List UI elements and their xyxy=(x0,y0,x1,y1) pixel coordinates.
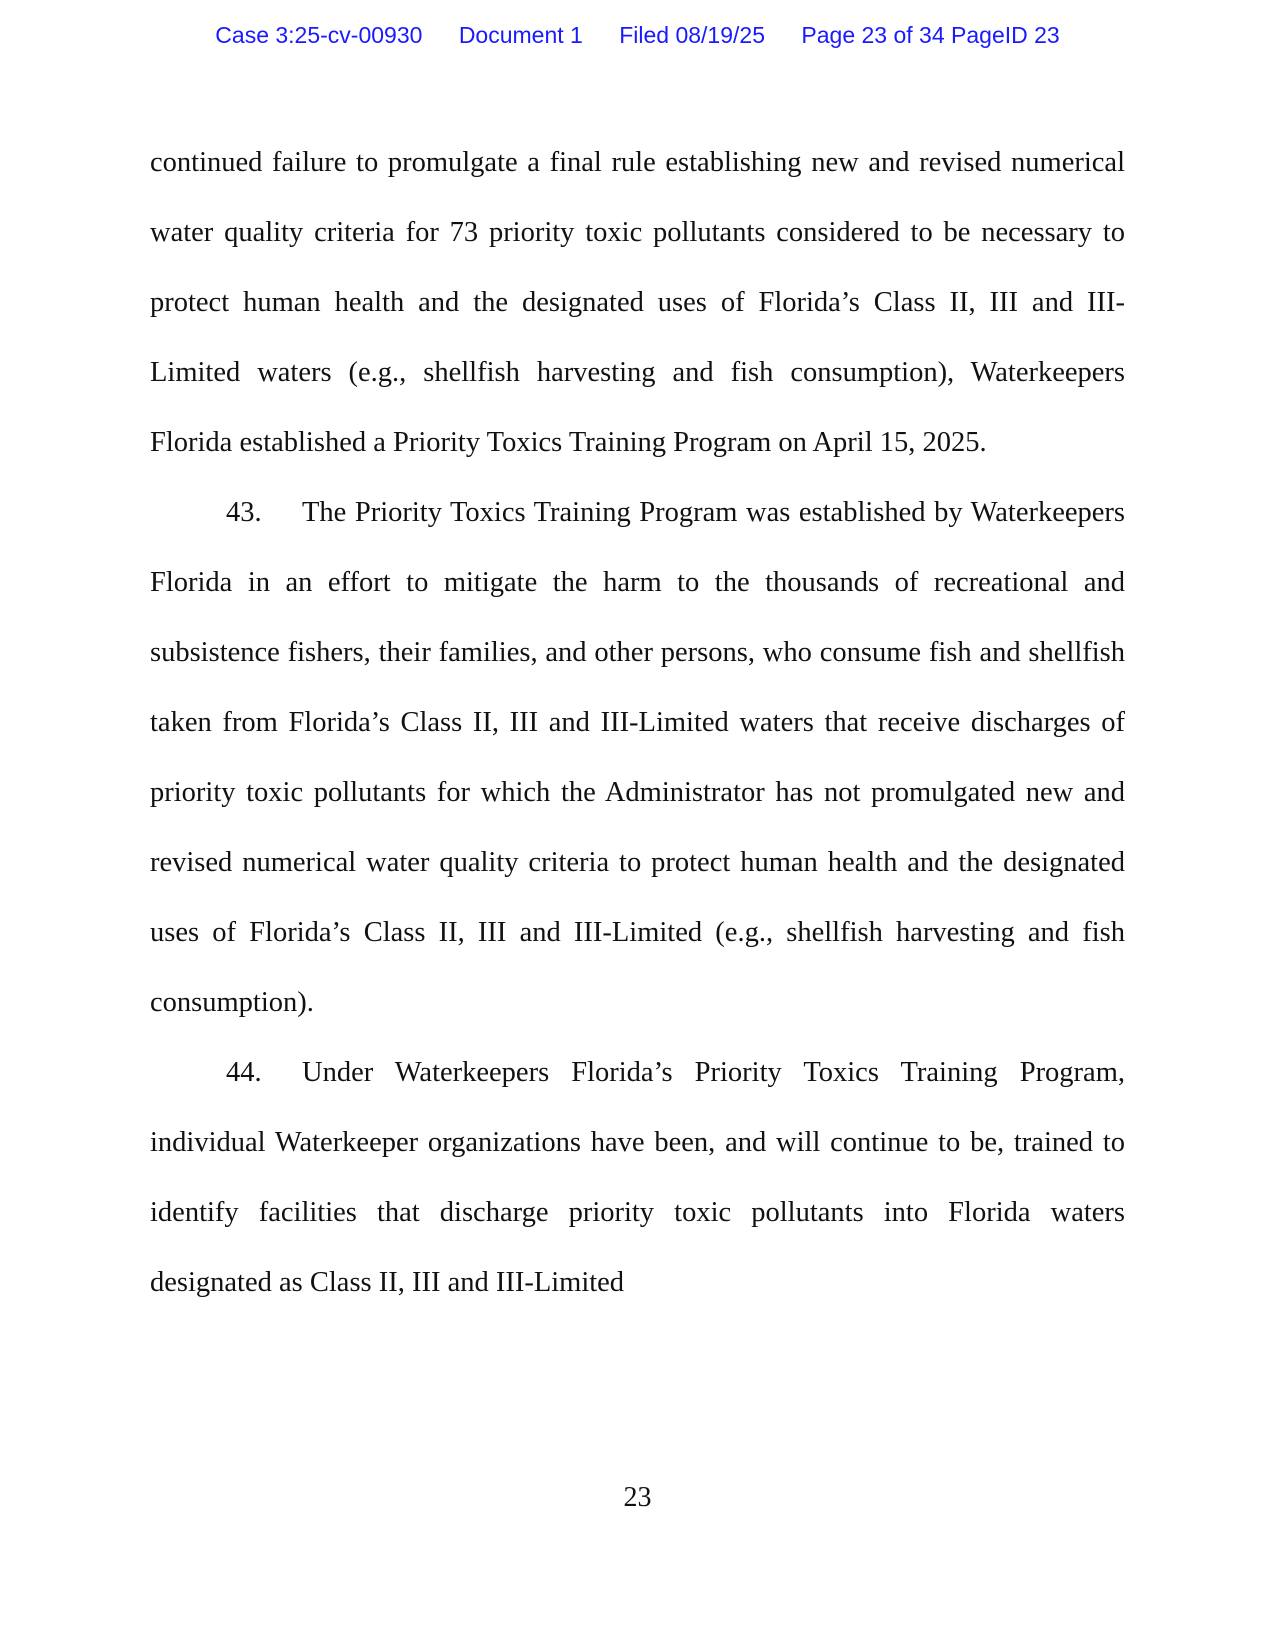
document-number: Document 1 xyxy=(458,22,583,48)
paragraph-text: Under Waterkeepers Florida’s Priority Toxics Training Program, individual Waterkeeper organizations have been, and will continue to be, trained to identify facilities that discharge priority toxic pollutants into Florida waters designated as Class II, III and III-Limited xyxy=(150,1057,1125,1298)
document-header xyxy=(0,22,1275,49)
page-number: 23 xyxy=(623,1482,652,1513)
paragraph-44 xyxy=(150,1038,1125,1318)
page-info: Page 23 of 34 PageID 23 xyxy=(801,22,1060,48)
case-number: Case 3:25-cv-00930 xyxy=(215,22,423,48)
paragraph-text: The Priority Toxics Training Program was established by Waterkeepers Florida in an effort to mitigate the harm to the thousands of recreational and subsistence fishers, their families, and other persons, who consume fish and shellfish taken from Florida’s Class II, III and III-Limited waters that receive discharges of priority toxic pollutants for which the Administrator has not promulgated new and revised numerical water quality criteria to protect human health and the designated uses of Florida’s Class II, III and III-Limited (e.g., shellfish harvesting and fish consumption). xyxy=(150,497,1125,1018)
filed-date: Filed 08/19/25 xyxy=(619,22,765,48)
paragraph-text: continued failure to promulgate a final rule establishing new and revised numerical water quality criteria for 73 priority toxic pollutants considered to be necessary to protect human health and the designated uses of Florida’s Class II, III and III-Limited waters (e.g., shellfish harvesting and fish consumption), Waterkeepers Florida established a Priority Toxics Training Program on April 15, 2025. xyxy=(150,147,1125,458)
document-body xyxy=(150,128,1125,1318)
paragraph-number: 43. xyxy=(226,497,262,528)
paragraph-continued xyxy=(150,128,1125,478)
paragraph-43 xyxy=(150,478,1125,1038)
paragraph-number: 44. xyxy=(226,1057,262,1088)
